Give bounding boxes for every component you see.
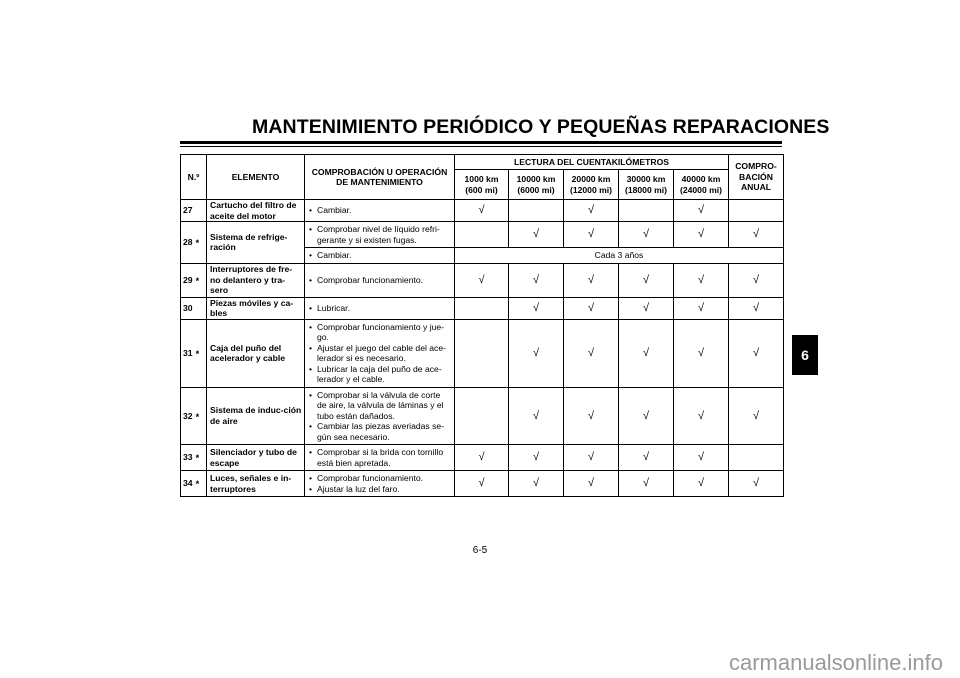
operation-item: • Comprobar si la brida con tornillo está bien apretada. — [309, 447, 452, 468]
row-number — [181, 200, 207, 222]
interval-check-mark: √ — [509, 471, 564, 497]
interval-check-mark: √ — [619, 471, 674, 497]
dealer-service-asterisk: * — [195, 453, 200, 464]
interval-text: Cada 3 años — [455, 248, 784, 264]
interval-check-mark: √ — [619, 319, 674, 387]
row-number-text: 29 — [183, 274, 193, 285]
interval-check-mark: √ — [455, 445, 509, 471]
table-row — [181, 445, 784, 471]
row-element: Cartucho del filtro de aceite del motor — [207, 200, 305, 222]
row-element: Interruptores de fre-no delantero y tra-sero — [207, 263, 305, 297]
row-operation — [305, 263, 455, 297]
row-number-text: 33 — [183, 452, 193, 463]
interval-check-mark: √ — [509, 445, 564, 471]
annual-check-mark: √ — [729, 222, 784, 248]
header-km-value: 10000 km — [516, 174, 556, 184]
operation-item: • Ajustar la luz del faro. — [309, 484, 452, 495]
interval-check-mark: √ — [674, 200, 729, 222]
annual-check-mark — [729, 445, 784, 471]
row-element: Sistema de refrige-ración — [207, 222, 305, 264]
interval-check-mark: √ — [674, 263, 729, 297]
interval-check-mark: √ — [564, 387, 619, 445]
row-operation — [305, 200, 455, 222]
header-km-0 — [455, 170, 509, 200]
dealer-service-asterisk: * — [195, 275, 200, 286]
interval-check-mark: √ — [674, 387, 729, 445]
watermark: carmanualsonline.info — [728, 650, 943, 675]
header-km-1 — [509, 170, 564, 200]
table-row — [181, 319, 784, 387]
interval-check-mark: √ — [674, 297, 729, 319]
annual-check-mark: √ — [729, 263, 784, 297]
annual-check-mark: √ — [729, 319, 784, 387]
table-row — [181, 200, 784, 222]
dealer-service-asterisk: * — [195, 479, 200, 490]
row-number-text: 28 — [183, 237, 193, 247]
header-annual: COMPRO-BACIÓN ANUAL — [729, 155, 784, 200]
interval-check-mark — [509, 200, 564, 222]
interval-check-mark: √ — [509, 319, 564, 387]
header-km-value: 30000 km — [626, 174, 666, 184]
table-row — [181, 387, 784, 445]
header-km-4 — [674, 170, 729, 200]
interval-check-mark: √ — [619, 445, 674, 471]
interval-check-mark: √ — [619, 297, 674, 319]
header-km-3 — [619, 170, 674, 200]
table-row — [181, 263, 784, 297]
header-mi-value: (24000 mi) — [679, 184, 723, 195]
row-element: Piezas móviles y ca-bles — [207, 297, 305, 319]
interval-check-mark — [455, 297, 509, 319]
interval-check-mark: √ — [509, 297, 564, 319]
header-element: ELEMENTO — [207, 155, 305, 200]
table-row — [181, 222, 784, 248]
interval-check-mark: √ — [455, 471, 509, 497]
row-number — [181, 445, 207, 471]
header-mi-value: (600 mi) — [465, 184, 498, 195]
operation-item: • Cambiar. — [309, 205, 452, 216]
row-element: Sistema de induc-ción de aire — [207, 387, 305, 445]
annual-check-mark: √ — [729, 387, 784, 445]
dealer-service-asterisk: * — [195, 411, 200, 422]
dealer-service-asterisk: * — [195, 238, 200, 248]
row-number — [181, 222, 207, 264]
interval-check-mark: √ — [564, 319, 619, 387]
row-number-text: 27 — [183, 205, 193, 216]
interval-check-mark — [455, 319, 509, 387]
interval-check-mark: √ — [674, 319, 729, 387]
interval-check-mark: √ — [509, 222, 564, 248]
interval-check-mark: √ — [564, 200, 619, 222]
row-number-text: 31 — [183, 347, 193, 358]
interval-check-mark: √ — [509, 263, 564, 297]
header-mi-value: (6000 mi) — [517, 184, 555, 195]
row-number-text: 30 — [183, 302, 193, 313]
row-element: Silenciador y tubo de escape — [207, 445, 305, 471]
maintenance-table — [180, 154, 784, 497]
header-km-value: 20000 km — [571, 174, 611, 184]
section-tab: 6 — [792, 335, 818, 375]
interval-check-mark — [455, 222, 509, 248]
header-num: N.º — [181, 155, 207, 200]
annual-check-mark — [729, 200, 784, 222]
operation-item: • Cambiar las piezas averiadas se-gún sea necesario. — [309, 421, 452, 442]
interval-check-mark — [455, 387, 509, 445]
header-km-2 — [564, 170, 619, 200]
title-rule-thick — [180, 141, 782, 144]
header-km-value: 40000 km — [681, 174, 721, 184]
annual-check-mark: √ — [729, 297, 784, 319]
interval-check-mark: √ — [619, 222, 674, 248]
interval-check-mark: √ — [564, 222, 619, 248]
interval-check-mark: √ — [674, 445, 729, 471]
interval-check-mark: √ — [564, 471, 619, 497]
interval-check-mark: √ — [564, 297, 619, 319]
row-element: Luces, señales e in-terruptores — [207, 471, 305, 497]
row-operation — [305, 222, 455, 248]
interval-check-mark — [619, 200, 674, 222]
row-element: Caja del puño del acelerador y cable — [207, 319, 305, 387]
title-rule-thin — [180, 146, 782, 147]
operation-item: • Ajustar el juego del cable del ace-lerador si es necesario. — [309, 343, 452, 364]
interval-check-mark: √ — [455, 200, 509, 222]
interval-check-mark: √ — [564, 263, 619, 297]
row-number — [181, 387, 207, 445]
row-operation — [305, 248, 455, 264]
row-number — [181, 263, 207, 297]
row-number-text: 34 — [183, 478, 193, 489]
operation-item: • Comprobar nivel de líquido refri-gerante y si existen fugas. — [309, 224, 452, 245]
operation-item: • Comprobar si la válvula de corte de aire, la válvula de láminas y el tubo están dañados. — [309, 390, 452, 422]
table-row — [181, 297, 784, 319]
row-operation — [305, 471, 455, 497]
row-number-text: 32 — [183, 410, 193, 421]
row-number — [181, 471, 207, 497]
row-operation — [305, 297, 455, 319]
operation-item: • Lubricar la caja del puño de ace-lerador y el cable. — [309, 364, 452, 385]
table-row — [181, 471, 784, 497]
interval-check-mark: √ — [564, 445, 619, 471]
page-number: 6-5 — [472, 545, 488, 556]
interval-check-mark: √ — [509, 387, 564, 445]
row-operation — [305, 387, 455, 445]
interval-check-mark: √ — [619, 263, 674, 297]
annual-check-mark: √ — [729, 471, 784, 497]
row-operation — [305, 319, 455, 387]
page-title: MANTENIMIENTO PERIÓDICO Y PEQUEÑAS REPARACIONES — [252, 116, 830, 138]
dealer-service-asterisk: * — [195, 348, 200, 359]
operation-item: • Comprobar funcionamiento. — [309, 473, 452, 484]
operation-item: • Cambiar. — [309, 250, 452, 261]
header-km-value: 1000 km — [464, 174, 499, 184]
header-mi-value: (18000 mi) — [624, 184, 668, 195]
operation-item: • Lubricar. — [309, 303, 452, 314]
interval-check-mark: √ — [674, 222, 729, 248]
header-odometer: LECTURA DEL CUENTAKILÓMETROS — [455, 155, 729, 170]
operation-item: • Comprobar funcionamiento. — [309, 275, 452, 286]
row-operation — [305, 445, 455, 471]
row-number — [181, 319, 207, 387]
interval-check-mark: √ — [455, 263, 509, 297]
header-mi-value: (12000 mi) — [569, 184, 613, 195]
header-operation: COMPROBACIÓN U OPERACIÓN DE MANTENIMIENTO — [305, 155, 455, 200]
operation-item: • Comprobar funcionamiento y jue-go. — [309, 322, 452, 343]
interval-check-mark: √ — [674, 471, 729, 497]
interval-check-mark: √ — [619, 387, 674, 445]
row-number — [181, 297, 207, 319]
